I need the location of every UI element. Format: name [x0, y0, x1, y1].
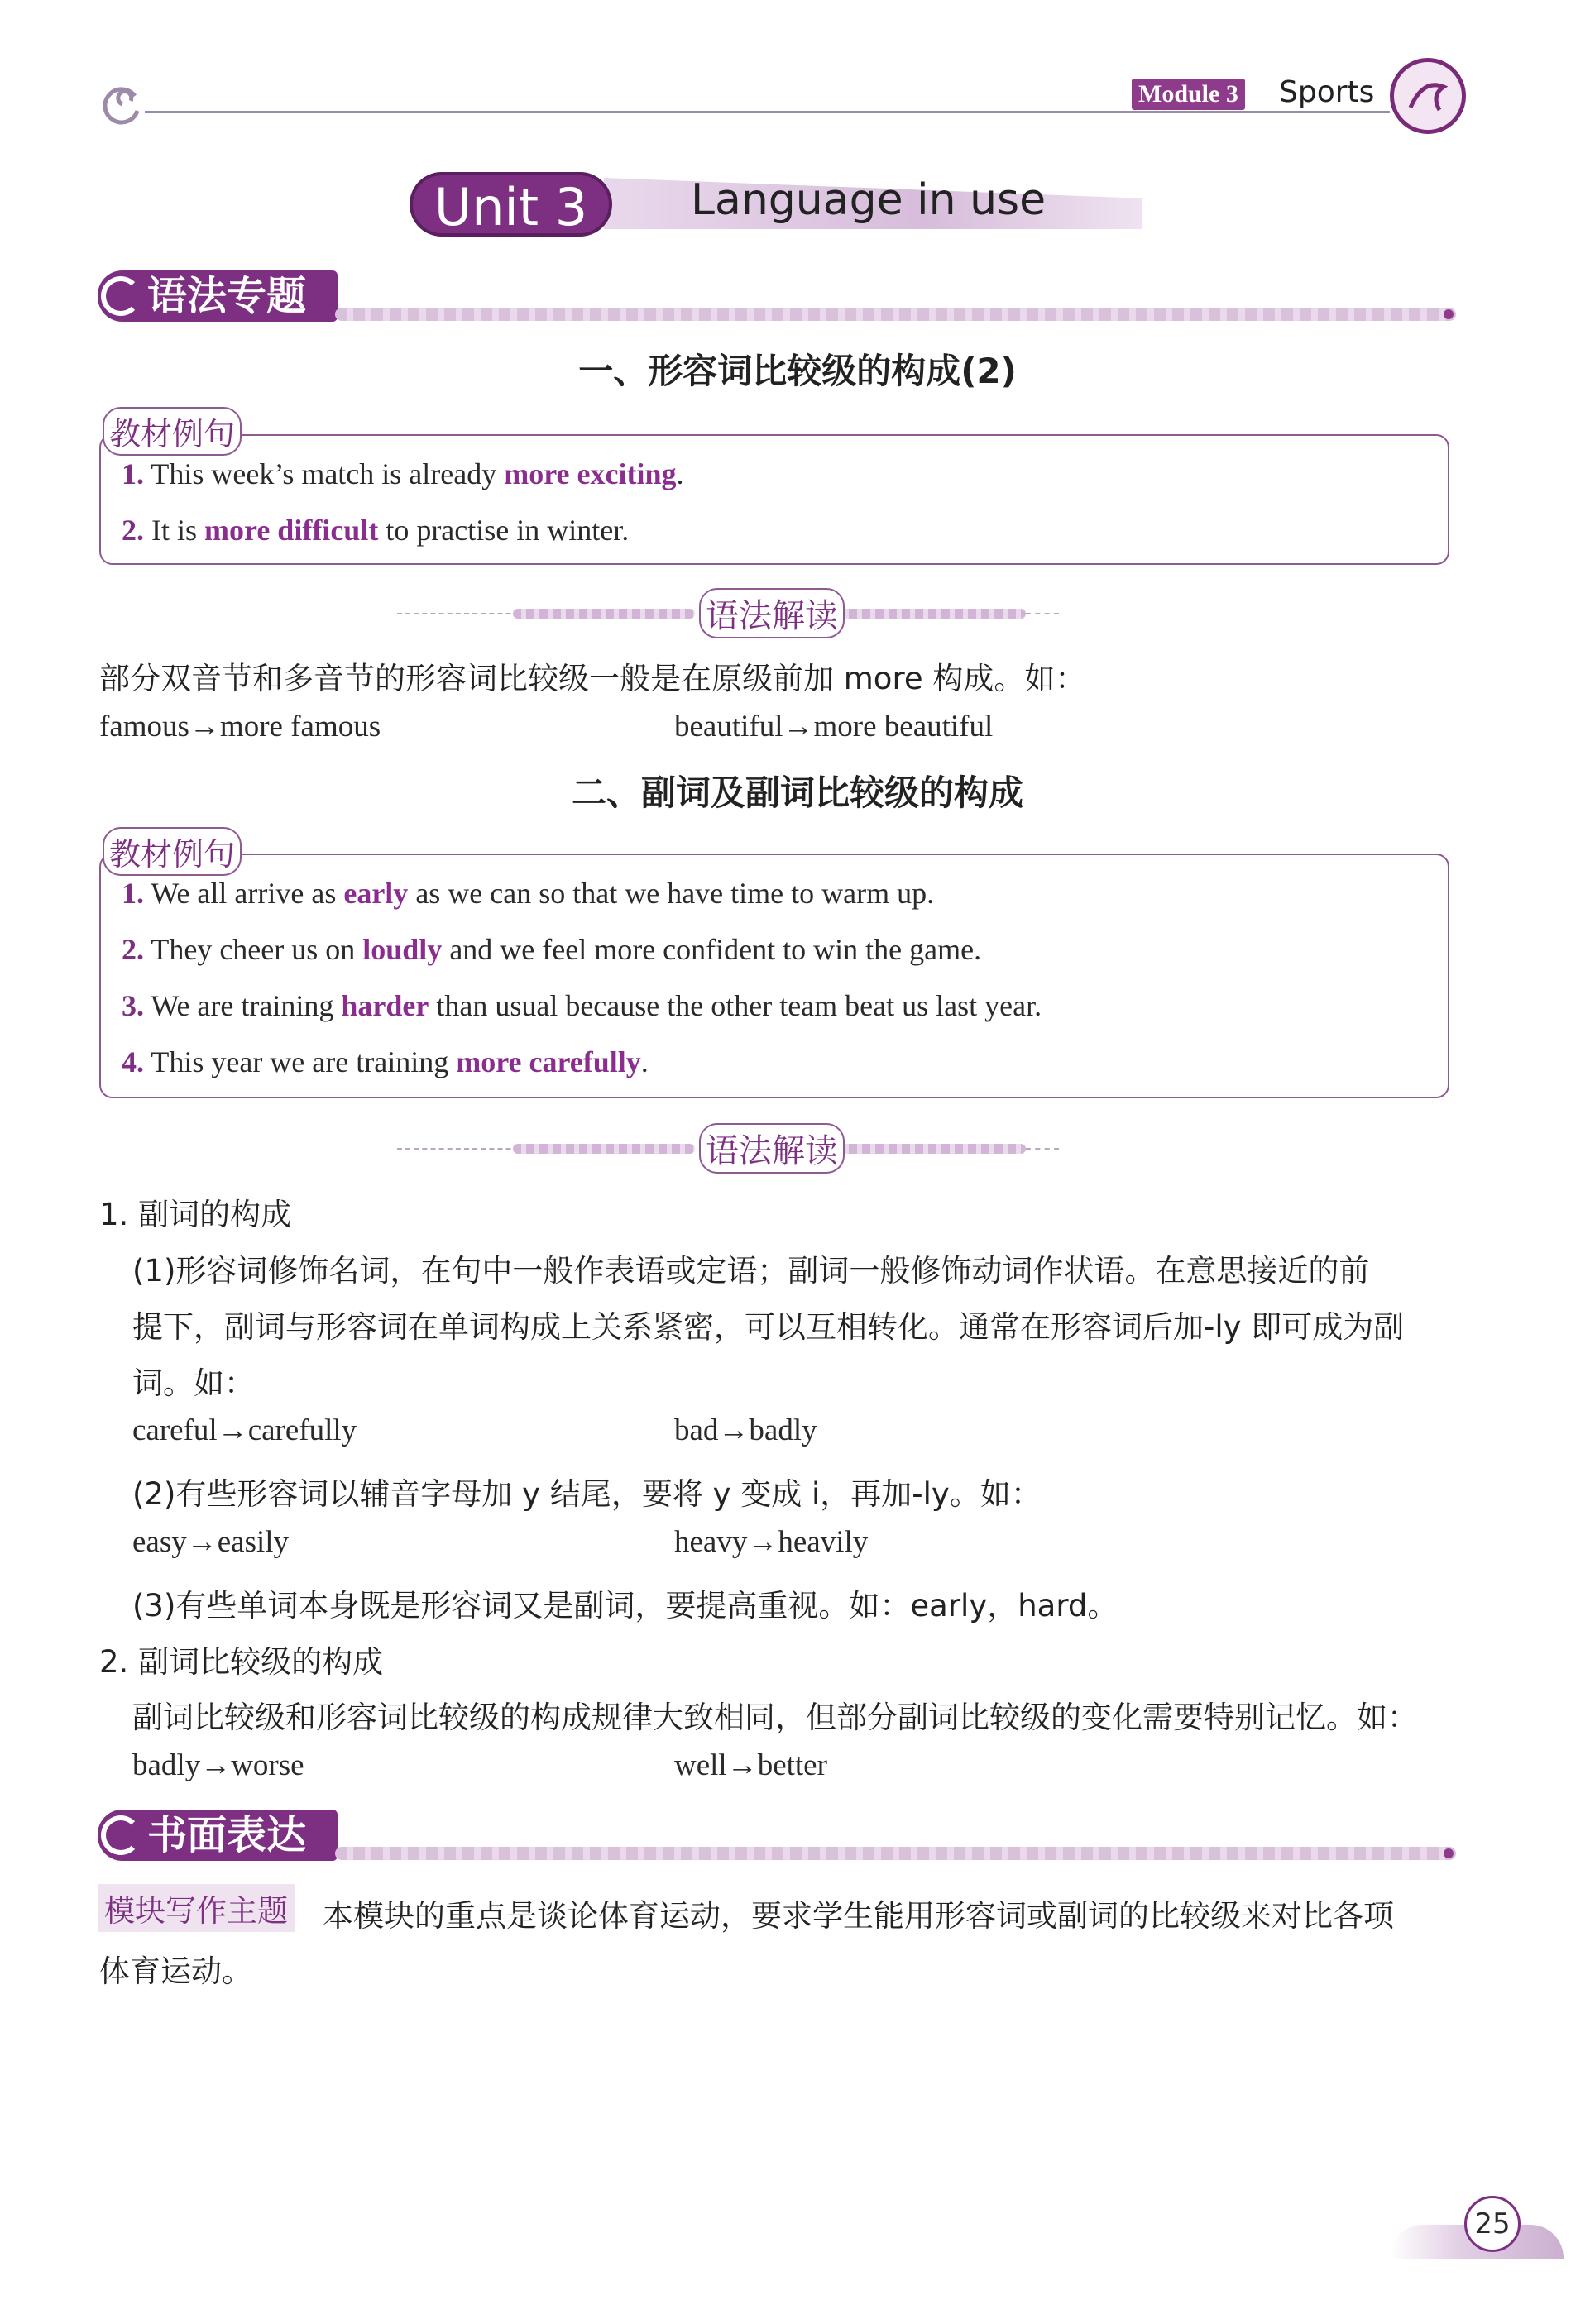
- page-number: 25: [1464, 2196, 1521, 2252]
- divider-band: [513, 609, 695, 619]
- divider-dashed: [1026, 1148, 1059, 1151]
- unit-title: Language in use: [691, 175, 1047, 225]
- example-pair-right: beautiful→more beautiful: [674, 710, 994, 744]
- divider-band: [836, 609, 1026, 619]
- example-line: 1. This week’s match is already more exciting.: [122, 457, 684, 490]
- grammar-section-header: 语法专题: [98, 270, 338, 322]
- example-line: 2. They cheer us on loudly and we feel more confident to win the game.: [122, 933, 982, 966]
- divider-band: [836, 1144, 1026, 1154]
- writing-topic-tag: 模块写作主题: [98, 1884, 295, 1932]
- part2-example-tag: 教材例句: [103, 827, 242, 876]
- item1-para1-line3: 词。如：: [132, 1365, 255, 1401]
- example-pair-left: careful→carefully: [132, 1413, 357, 1447]
- part1-example-tag: 教材例句: [103, 407, 242, 456]
- divider-dashed: [1026, 613, 1059, 616]
- example-pair-right: well→better: [674, 1748, 827, 1782]
- example-line: 1. We all arrive as early as we can so that we have time to warm up.: [122, 877, 935, 910]
- section-rule: [335, 1847, 1456, 1860]
- section-c-icon: [101, 276, 141, 316]
- header-rule: [145, 111, 1390, 113]
- section-rule-dot-icon: [1444, 1848, 1454, 1858]
- section-rule: [335, 308, 1456, 321]
- example-pair-right: heavy→heavily: [674, 1525, 869, 1559]
- item1-heading: 1. 副词的构成: [99, 1197, 292, 1232]
- part2-title: 二、副词及副词比较级的构成: [571, 772, 1023, 813]
- example-line: 3. We are training harder than usual because the other team beat us last year.: [122, 989, 1042, 1022]
- section-c-icon: [101, 1815, 141, 1855]
- item2-heading: 2. 副词比较级的构成: [99, 1644, 384, 1680]
- item1-para3: (3)有些单词本身既是形容词又是副词，要提高重视。如：early，hard。: [132, 1588, 1118, 1623]
- section-rule-dot-icon: [1444, 309, 1454, 319]
- writing-section-header: 书面表达: [98, 1810, 338, 1861]
- example-pair-left: easy→easily: [132, 1525, 290, 1559]
- header-swirl-icon: [98, 79, 147, 129]
- item1-para1-line2: 提下，副词与形容词在单词构成上关系紧密，可以互相转化。通常在形容词后加-ly 即可成为副: [132, 1309, 1405, 1345]
- part1-rule: 部分双音节和多音节的形容词比较级一般是在原级前加 more 构成。如：: [99, 661, 1086, 696]
- part1-title: 一、形容词比较级的构成(2): [578, 351, 1017, 391]
- example-pair-left: famous→more famous: [99, 710, 381, 744]
- divider-band: [513, 1144, 695, 1154]
- grammar-reading-label: 语法解读: [699, 588, 845, 638]
- publisher-logo-icon: [1390, 58, 1466, 134]
- writing-line2: 体育运动。: [99, 1953, 252, 1989]
- unit-badge: Unit 3: [410, 172, 612, 237]
- example-pair-right: bad→badly: [674, 1413, 817, 1447]
- writing-line1: 本模块的重点是谈论体育运动，要求学生能用形容词或副词的比较级来对比各项: [323, 1898, 1394, 1934]
- item1-para1-line1: (1)形容词修饰名词，在句中一般作表语或定语；副词一般修饰动词作状语。在意思接近的前: [132, 1253, 1370, 1289]
- module-badge: Module 3: [1132, 79, 1245, 110]
- example-line: 2. It is more difficult to practise in winter.: [122, 514, 630, 547]
- grammar-reading-label: 语法解读: [699, 1123, 845, 1174]
- item1-para2: (2)有些形容词以辅音字母加 y 结尾，要将 y 变成 i，再加-ly。如：: [132, 1476, 1042, 1512]
- example-pair-left: badly→worse: [132, 1748, 304, 1782]
- item2-para: 副词比较级和形容词比较级的构成规律大致相同，但部分副词比较级的变化需要特别记忆。如：: [132, 1700, 1418, 1735]
- example-line: 4. This year we are training more carefully.: [122, 1045, 649, 1078]
- module-topic: Sports: [1279, 75, 1375, 109]
